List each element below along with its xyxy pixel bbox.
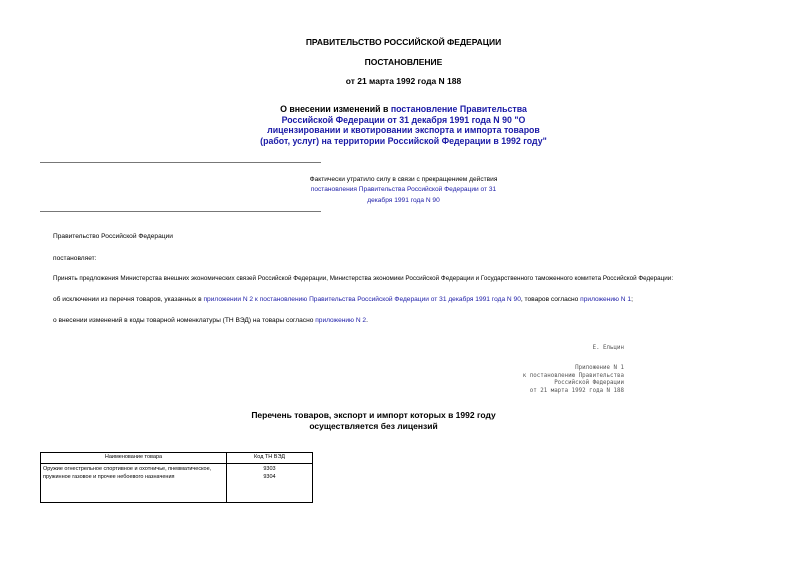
- paragraph-exclusion-end: ;: [631, 296, 633, 303]
- appendix2-link[interactable]: приложению N 2: [315, 317, 367, 324]
- paragraph-government: Правительство Российской Федерации: [53, 233, 173, 240]
- document-title: [0, 104, 807, 146]
- list-title-text: Перечень товаров, экспорт и импорт которых в 1992 году осуществляется без лицензий: [251, 410, 496, 431]
- title-prefix: О внесении изменений в: [280, 104, 391, 114]
- paragraph-codes: [53, 317, 368, 324]
- column-header-code: Код ТН ВЭД: [227, 453, 313, 464]
- table-header-row: [41, 453, 313, 464]
- bottom-divider: [40, 211, 321, 212]
- status-note: [0, 175, 807, 206]
- document-date-number: от 21 марта 1992 года N 188: [345, 76, 462, 86]
- signature: Е. Ельцин: [592, 345, 624, 351]
- title-link[interactable]: постановление Правительства Российской Федерации от 31 декабря 1991 года N 90 "О лицензировании и квотировании экспорта и импорта товаров (работ, услуг) на территории Российской Федерации в 1992 году": [260, 104, 547, 146]
- goods-name-cell: Оружие огнестрельное спортивное и охотничье, пневматическое, пружинное газовое и прочее небоевого назначения: [41, 464, 227, 503]
- appendix-header: Приложение N 1 к постановлению Правительства Российской Федерации от 21 марта 1992 года N 188: [522, 365, 624, 394]
- goods-table: [40, 452, 313, 503]
- code-value: 9303: [263, 466, 276, 472]
- paragraph-exclusion-text-2: , товаров согласно: [520, 296, 581, 303]
- document-type: ПОСТАНОВЛЕНИЕ: [364, 57, 443, 67]
- list-title: [0, 410, 747, 431]
- paragraph-resolves: постановляет:: [53, 255, 97, 262]
- top-divider: [40, 162, 321, 163]
- paragraph-proposals: Принять предложения Министерства внешних экономических связей Российской Федерации, Министерства экономики Российской Федерации и Государственного таможенного комитета Российской Федерации:: [53, 275, 674, 282]
- column-header-name: Наименование товара: [41, 453, 227, 464]
- paragraph-exclusion-text: об исключении из перечня товаров, указанных в: [53, 296, 204, 303]
- paragraph-codes-end: .: [366, 317, 368, 324]
- appendix1-link[interactable]: приложению N 1: [580, 296, 632, 303]
- code-value: 9304: [263, 474, 276, 480]
- table-row: [41, 464, 313, 503]
- paragraph-codes-text: о внесении изменений в коды товарной номенклатуры (ТН ВЭД) на товары согласно: [53, 317, 316, 324]
- goods-code-cell: [227, 464, 313, 503]
- paragraph-exclusion: [53, 296, 633, 303]
- status-note-text: Фактически утратило силу в связи с прекращением действия: [309, 176, 498, 183]
- appendix2-resolution90-link[interactable]: приложении N 2 к постановлению Правительства Российской Федерации от 31 декабря 1991 года N 90: [203, 296, 521, 303]
- status-note-link[interactable]: постановления Правительства Российской Федерации от 31 декабря 1991 года N 90: [310, 186, 497, 204]
- government-heading: ПРАВИТЕЛЬСТВО РОССИЙСКОЙ ФЕДЕРАЦИИ: [305, 37, 502, 47]
